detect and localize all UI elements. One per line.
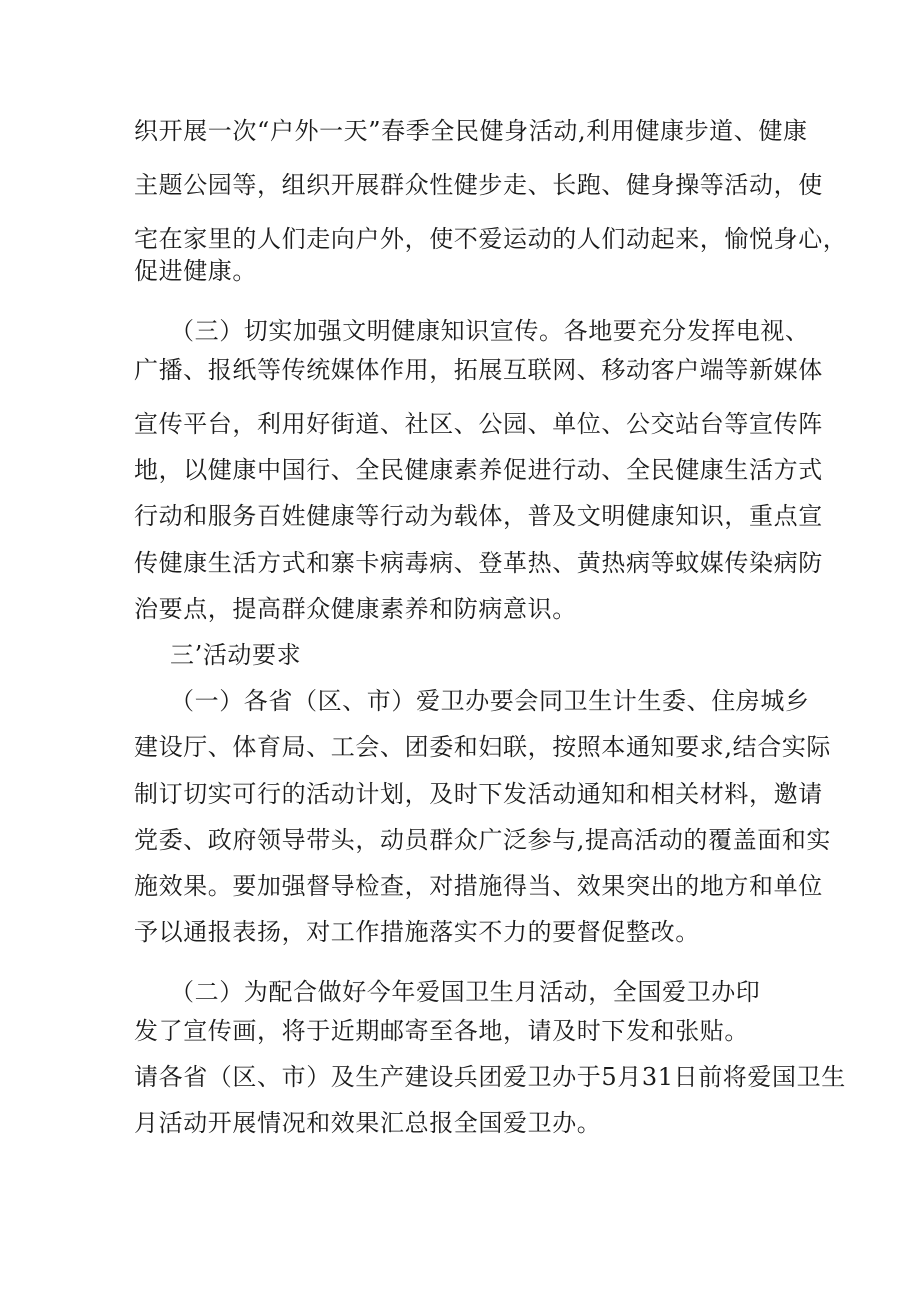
text-line: 传健康生活方式和寨卡病毒病、登革热、黄热病等蚊媒传染病防 xyxy=(134,549,823,577)
text-line: 党委、政府领导带头，动员群众广泛参与,提高活动的覆盖面和实 xyxy=(134,826,832,854)
text-line: 广播、报纸等传统媒体作用，拓展互联网、移动客户端等新媒体 xyxy=(134,356,823,384)
text-line: 予以通报表扬，对工作措施落实不力的要督促整改。 xyxy=(134,918,700,946)
text-line: 发了宣传画，将于近期邮寄至各地，请及时下发和张贴。 xyxy=(134,1017,749,1045)
text-line: 织开展一次“户外一天”春季全民健身活动,利用健康步道、健康 xyxy=(134,117,808,145)
text-line: 施效果。要加强督导检查，对措施得当、效果突出的地方和单位 xyxy=(134,872,823,900)
text-line: 建设厅、体育局、工会、团委和妇联，按照本通知要求,结合实际 xyxy=(134,733,832,761)
text-line: 行动和服务百姓健康等行动为载体，普及文明健康知识，重点宣 xyxy=(134,502,823,530)
text-line: 宣传平台，利用好街道、社区、公园、单位、公交站台等宣传阵 xyxy=(134,410,823,438)
text-line: （一）各省（区、市）爱卫办要会同卫生计生委、住房城乡 xyxy=(170,687,810,715)
text-line: 制订切实可行的活动计划，及时下发活动通知和相关材料，邀请 xyxy=(134,780,823,808)
text-line: 请各省（区、市）及生产建设兵团爱卫办于5月31日前将爱国卫生 xyxy=(134,1063,846,1091)
text-line: （三）切实加强文明健康知识宣传。各地要充分发挥电视、 xyxy=(170,317,810,345)
text-line: 地，以健康中国行、全民健康素养促进行动、全民健康生活方式 xyxy=(134,456,823,484)
text-line: 治要点，提高群众健康素养和防病意识。 xyxy=(134,595,577,623)
text-line: 月活动开展情况和效果汇总报全国爱卫办。 xyxy=(134,1109,602,1137)
text-line: （二）为配合做好今年爱国卫生月活动，全国爱卫办印 xyxy=(170,978,761,1006)
text-line: 主题公园等，组织开展群众性健步走、长跑、健身操等活动，使 xyxy=(134,171,823,199)
text-line: 促进健康。 xyxy=(134,257,257,285)
text-line: 宅在家里的人们走向户外，使不爱运动的人们动起来，愉悦身心， xyxy=(134,225,848,253)
section-heading: 三’活动要求 xyxy=(170,641,302,669)
